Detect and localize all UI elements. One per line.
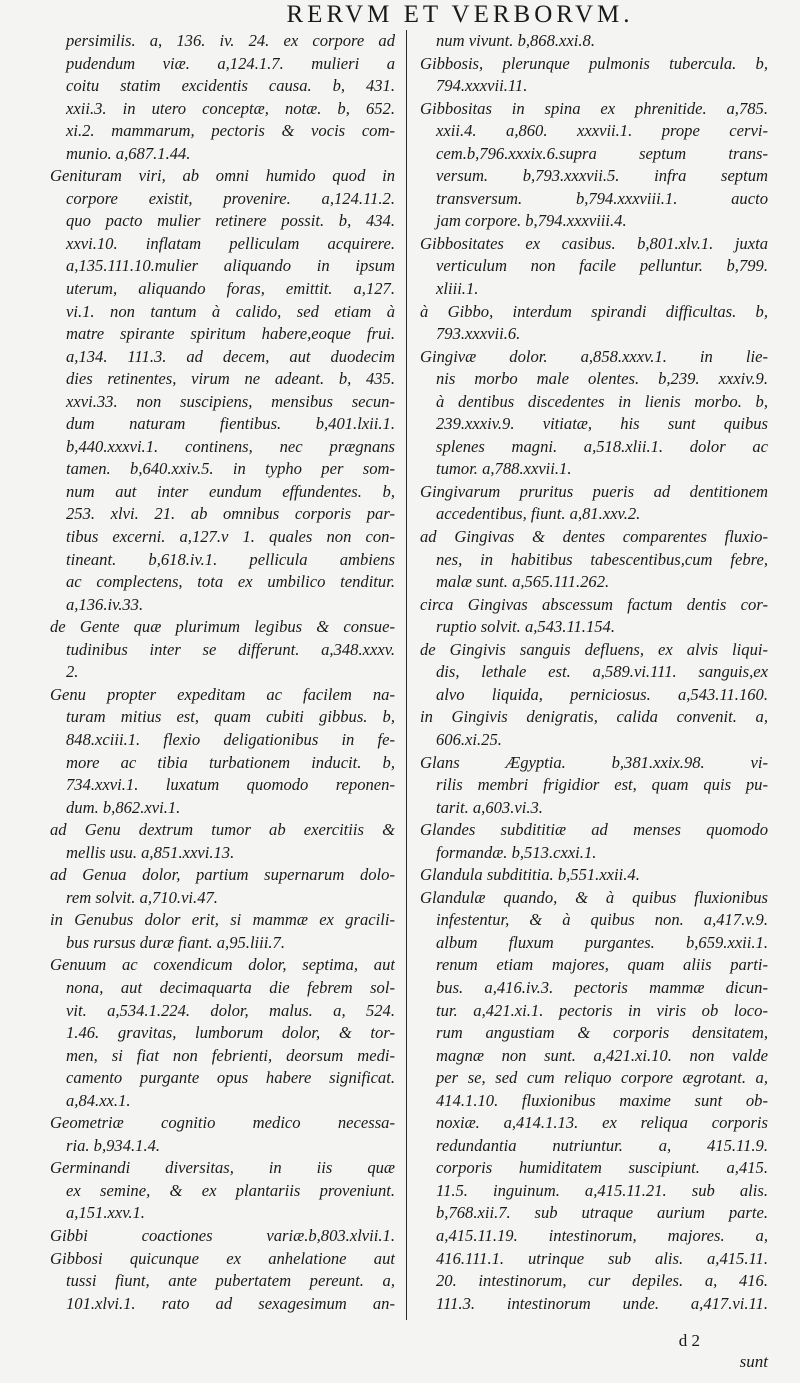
- running-head: RERVM ET VERBORVM.: [286, 1, 634, 28]
- index-line: Germinandi diversitas, in iis quæ: [50, 1158, 395, 1178]
- index-line: 239.xxxiv.9. vitiatæ, his sunt quibus: [436, 414, 768, 434]
- index-line: de Gingivis sanguis defluens, ex alvis liqui-: [420, 639, 768, 659]
- index-line: nes, in habitibus tabescentibus,cum febre,: [436, 549, 768, 569]
- index-line: magnæ non sunt. a,421.xi.10. non valde: [436, 1045, 768, 1065]
- index-line: xi.2. mammarum, pectoris & vocis com-: [66, 121, 395, 141]
- index-line: num aut inter eundum effundentes. b,: [66, 481, 395, 501]
- index-line: 253. xlvi. 21. ab omnibus corporis par-: [66, 504, 395, 524]
- index-line: Gibbosi quicunque ex anhelatione aut: [50, 1248, 395, 1268]
- index-line: 101.xlvi.1. rato ad sexagesimum an-: [66, 1293, 395, 1313]
- index-line: per se, sed cum reliquo corpore ægrotant. a,: [436, 1068, 768, 1088]
- index-line: turam mitius est, quam cubiti gibbus. b,: [66, 707, 395, 727]
- index-line: formandæ. b,513.cxxi.1.: [436, 842, 597, 862]
- index-line: 20. intestinorum, cur depiles. a, 416.: [436, 1271, 768, 1291]
- index-line: xxvi.33. non suscipiens, mensibus secun-: [66, 391, 395, 411]
- index-line: 111.3. intestinorum unde. a,417.vi.11.: [436, 1293, 768, 1313]
- index-line: dum. b,862.xvi.1.: [66, 797, 181, 817]
- index-line: versum. b,793.xxxvii.5. infra septum: [436, 166, 768, 186]
- index-line: ac complectens, tota ex umbilico tenditur.: [66, 572, 395, 592]
- index-line: Gingivæ dolor. a,858.xxxv.1. in lie-: [420, 346, 768, 366]
- index-line: b,768.xii.7. sub utraque aurium parte.: [436, 1203, 768, 1223]
- index-line: 11.5. inguinum. a,415.11.21. sub alis.: [436, 1180, 768, 1200]
- index-line: persimilis. a, 136. iv. 24. ex corpore ad: [66, 31, 395, 50]
- index-line: Gibbi coactiones variæ.b,803.xlvii.1.: [50, 1225, 395, 1245]
- index-line: tudinibus inter se differunt. a,348.xxxv.: [66, 639, 395, 659]
- index-line: matre spirante spiritum habere,eoque frui.: [66, 324, 395, 344]
- index-line: Genituram viri, ab omni humido quod in: [50, 166, 395, 186]
- index-line: circa Gingivas abscessum factum dentis cor-: [420, 594, 768, 614]
- index-line: quo pacto mulier retinere possit. b, 434.: [66, 211, 395, 231]
- index-line: infestentur, & à quibus non. a,417.v.9.: [436, 910, 768, 930]
- index-line: a,134. 111.3. ad decem, aut duodecim: [66, 346, 395, 366]
- index-line: tamen. b,640.xxiv.5. in typho per som-: [66, 459, 395, 479]
- index-line: xxii.4. a,860. xxxvii.1. prope cervi-: [436, 121, 768, 141]
- index-line: Gibbosis, plerunque pulmonis tubercula. b,: [420, 53, 768, 73]
- index-line: tumor. a,788.xxvii.1.: [436, 459, 572, 479]
- index-line: uterum, aliquando foras, emittit. a,127.: [66, 279, 395, 299]
- index-line: a,84.xx.1.: [66, 1090, 131, 1110]
- index-line: verticulum non facile pelluntur. b,799.: [436, 256, 768, 276]
- right-column: [420, 30, 768, 1350]
- index-line: bus rursus duræ fiant. a,95.liii.7.: [66, 932, 285, 952]
- index-line: 794.xxxvii.11.: [436, 76, 528, 96]
- index-line: ad Genu dextrum tumor ab exercitiis &: [50, 820, 395, 840]
- index-line: xliii.1.: [436, 279, 479, 299]
- index-line: 416.111.1. utrinque sub alis. a,415.11.: [436, 1248, 768, 1268]
- index-line: renum etiam majores, quam aliis parti-: [436, 955, 768, 975]
- index-line: a,136.iv.33.: [66, 594, 144, 614]
- index-line: ad Gingivas & dentes comparentes fluxio-: [420, 527, 768, 547]
- index-line: 1.46. gravitas, lumborum dolor, & tor-: [66, 1023, 395, 1043]
- index-line: b,440.xxxvi.1. continens, nec prægnans: [66, 436, 395, 456]
- index-line: 793.xxxvii.6.: [436, 324, 521, 344]
- index-line: jam corpore. b,794.xxxviii.4.: [436, 211, 627, 231]
- left-column: [50, 30, 395, 1350]
- index-line: album fluxum purgantes. b,659.xxii.1.: [436, 932, 768, 952]
- index-line: dies retinentes, virum ne adeant. b, 435.: [66, 369, 395, 389]
- index-line: transversum. b,794.xxxviii.1. aucto: [436, 188, 768, 208]
- index-line: rum angustiam & corporis densitatem,: [436, 1023, 768, 1043]
- index-line: tussi fiunt, ante pubertatem pereunt. a,: [66, 1271, 395, 1291]
- index-line: ex semine, & ex plantariis proveniunt.: [66, 1180, 395, 1200]
- index-line: pudendum viæ. a,124.1.7. mulieri a: [66, 53, 395, 73]
- index-line: xxvi.10. inflatam pelliculam acquirere.: [66, 233, 395, 253]
- index-line: nis morbo male olentes. b,239. xxxiv.9.: [436, 369, 768, 389]
- index-line: vi.1. non tantum à calido, sed etiam à: [66, 301, 395, 321]
- index-line: ria. b,934.1.4.: [66, 1135, 161, 1155]
- index-line: xxii.3. in utero conceptæ, notæ. b, 652.: [66, 98, 395, 118]
- index-line: dum naturam fientibus. b,401.lxii.1.: [66, 414, 395, 434]
- signature-mark: d 2: [678, 1331, 700, 1350]
- index-line: de Gente quæ plurimum legibus & consue-: [50, 617, 395, 637]
- index-line: bus. a,416.iv.3. pectoris mammæ dicun-: [436, 977, 768, 997]
- index-line: tineant. b,618.iv.1. pellicula ambiens: [66, 549, 395, 569]
- index-line: tibus excerni. a,127.v 1. quales non con-: [66, 527, 395, 547]
- index-line: malæ sunt. a,565.111.262.: [436, 572, 610, 592]
- index-line: 848.xciii.1. flexio deligationibus in fe-: [66, 729, 395, 749]
- index-line: num vivunt. b,868.xxi.8.: [436, 31, 595, 50]
- index-line: corpore existit, provenire. a,124.11.2.: [66, 188, 395, 208]
- index-line: tarit. a,603.vi.3.: [436, 797, 543, 817]
- index-line: à Gibbo, interdum spirandi difficultas. b,: [420, 301, 768, 321]
- index-line: a,151.xxv.1.: [66, 1203, 145, 1223]
- index-line: mellis usu. a,851.xxvi.13.: [66, 842, 235, 862]
- index-line: 606.xi.25.: [436, 729, 502, 749]
- index-line: ad Genua dolor, partium supernarum dolo-: [50, 865, 395, 885]
- index-line: Geometriæ cognitio medico necessa-: [50, 1113, 395, 1133]
- index-line: Gingivarum pruritus pueris ad dentitionem: [420, 481, 768, 501]
- index-line: corporis humiditatem suscipiunt. a,415.: [436, 1158, 768, 1178]
- index-line: redundantia nutriuntur. a, 415.11.9.: [436, 1135, 768, 1155]
- index-line: à dentibus discedentes in lienis morbo. b,: [436, 391, 768, 411]
- index-line: 414.1.10. fluxionibus maxime sunt ob-: [436, 1090, 768, 1110]
- index-line: nona, aut decimaquarta die febrem sol-: [66, 977, 395, 997]
- index-line: Glandulæ quando, & à quibus fluxionibus: [420, 887, 768, 907]
- index-line: dis, lethale est. a,589.vi.111. sanguis,ex: [436, 662, 768, 682]
- index-line: noxiæ. a,414.1.13. ex reliqua corporis: [436, 1113, 768, 1133]
- index-line: more ac tibia turbationem inducit. b,: [66, 752, 395, 772]
- index-line: coitu statim excidentis causa. b, 431.: [66, 76, 395, 96]
- index-line: Glandes subdititiæ ad menses quomodo: [420, 820, 768, 840]
- index-line: vit. a,534.1.224. dolor, malus. a, 524.: [66, 1000, 395, 1020]
- index-line: in Gingivis denigratis, calida convenit. a,: [420, 707, 768, 727]
- index-line: 734.xxvi.1. luxatum quomodo reponen-: [66, 775, 395, 795]
- index-line: in Genubus dolor erit, si mammæ ex gracili-: [50, 910, 395, 930]
- index-line: Genuum ac coxendicum dolor, septima, aut: [50, 955, 395, 975]
- index-line: alvo liquida, perniciosus. a,543.11.160.: [436, 684, 768, 704]
- index-line: Gibbositas in spina ex phrenitide. a,785.: [420, 98, 768, 118]
- index-line: men, si fiat non febrienti, deorsum medi-: [66, 1045, 395, 1065]
- index-line: cem.b,796.xxxix.6.supra septum trans-: [436, 143, 768, 163]
- index-line: a,135.111.10.mulier aliquando in ipsum: [66, 256, 395, 276]
- index-line: Genu propter expeditam ac facilem na-: [50, 684, 395, 704]
- index-line: Glandula subdititia. b,551.xxii.4.: [420, 865, 640, 885]
- index-line: Glans Ægyptia. b,381.xxix.98. vi-: [420, 752, 768, 772]
- index-line: munio. a,687.1.44.: [66, 143, 191, 163]
- index-line: rem solvit. a,710.vi.47.: [66, 887, 218, 907]
- index-line: 2.: [66, 662, 79, 682]
- index-line: camento purgante opus habere significat.: [66, 1068, 395, 1088]
- column-divider: [406, 30, 407, 1320]
- index-line: tur. a,421.xi.1. pectoris in viris ob loco-: [436, 1000, 768, 1020]
- index-line: ruptio solvit. a,543.11.154.: [436, 617, 615, 637]
- index-line: rilis membri frigidior est, quam quis pu-: [436, 775, 768, 795]
- catchword: sunt: [739, 1352, 768, 1371]
- index-line: a,415.11.19. intestinorum, majores. a,: [436, 1225, 768, 1245]
- index-line: splenes magni. a,518.xlii.1. dolor ac: [436, 436, 768, 456]
- index-line: Gibbositates ex casibus. b,801.xlv.1. juxta: [420, 233, 768, 253]
- index-line: accedentibus, fiunt. a,81.xxv.2.: [436, 504, 641, 524]
